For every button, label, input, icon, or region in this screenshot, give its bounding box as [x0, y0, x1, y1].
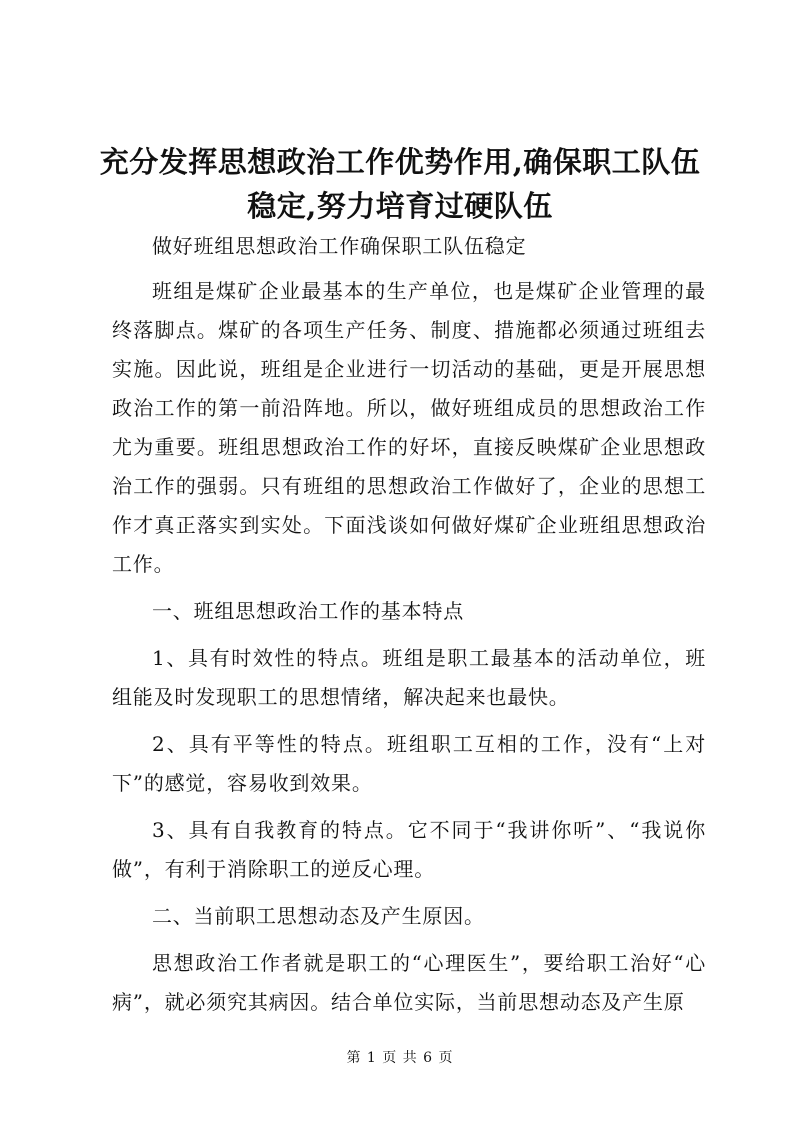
paragraph-point-1: 1、具有时效性的特点。班组是职工最基本的活动单位，班组能及时发现职工的思想情绪，解决起来也最快。 [112, 646, 706, 709]
paragraph-intro: 班组是煤矿企业最基本的生产单位，也是煤矿企业管理的最终落脚点。煤矿的各项生产任务、制度、措施都必须通过班组去实施。因此说，班组是企业进行一切活动的基础，更是开展思想政治工作的第一前沿阵地。所以，做好班组成员的思想政治工作尤为重要。班组思想政治工作的好坏，直接反映煤矿企业思想政治工作的强弱。只有班组的思想政治工作做好了，企业的思想工作才真正落实到实处。下面浅谈如何做好煤矿企业班组思想政治工作。 [112, 279, 706, 576]
section-heading-1: 一、班组思想政治工作的基本特点 [152, 599, 464, 623]
document-body [112, 227, 706, 1030]
page-number-footer: 第 1 页 共 6 页 [346, 1050, 454, 1066]
section-heading-2: 二、当前职工思想动态及产生原因。 [152, 904, 485, 928]
paragraph-point-3: 3、具有自我教育的特点。它不同于“我讲你听”、“我说你做”，有利于消除职工的逆反心理。 [112, 818, 706, 881]
paragraph-point-2: 2、具有平等性的特点。班组职工互相的工作，没有“上对下”的感觉，容易收到效果。 [112, 732, 706, 795]
document-title: 充分发挥思想政治工作优势作用,确保职工队伍稳定,努力培育过硬队伍 [99, 145, 701, 223]
paragraph-causes: 思想政治工作者就是职工的“心理医生”，要给职工治好“心病”，就必须究其病因。结合单位实际，当前思想动态及产生原 [112, 951, 706, 1014]
document-subtitle: 做好班组思想政治工作确保职工队伍稳定 [152, 234, 527, 258]
